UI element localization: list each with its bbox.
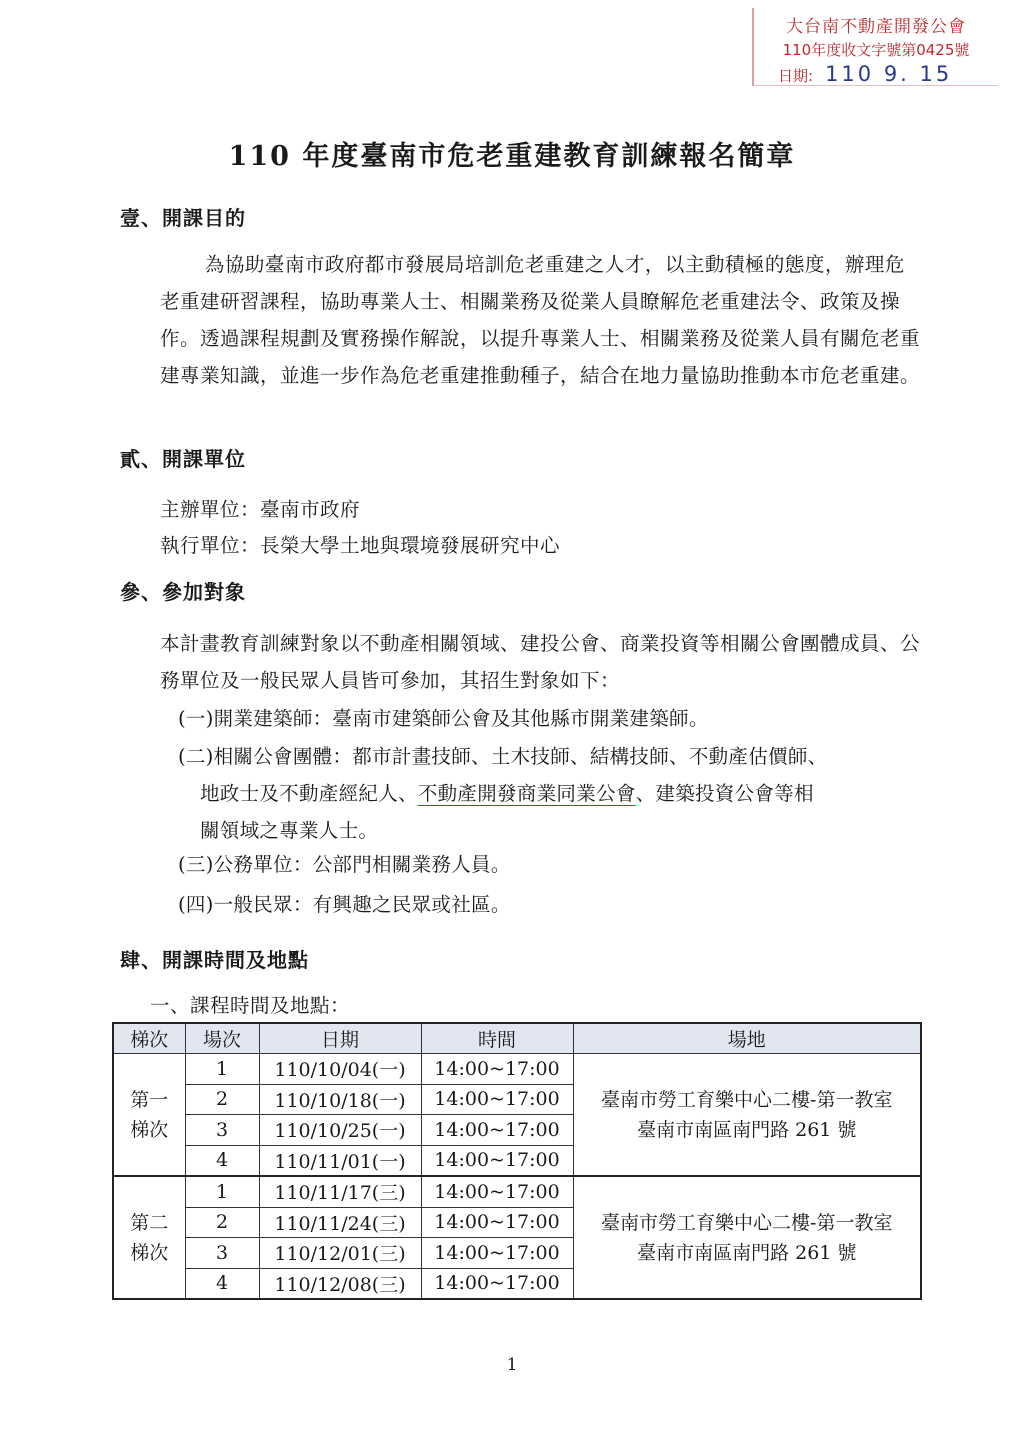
batch-cell bbox=[113, 1054, 185, 1177]
batch-name-line2: 梯次 bbox=[130, 1241, 169, 1264]
session-cell: 2 bbox=[185, 1207, 259, 1238]
item2-text-a: 地政士及不動產經紀人、 bbox=[200, 782, 418, 805]
organizer-line: 主辦單位：臺南市政府 bbox=[160, 498, 361, 521]
audience-item-4: (四)一般民眾：有興趣之民眾或社區。 bbox=[178, 893, 511, 916]
section-heading-audience: 參、參加對象 bbox=[120, 580, 246, 604]
venue-line2: 臺南市南區南門路 261 號 bbox=[637, 1118, 857, 1141]
audience-item-2-line3: 關領域之專業人士。 bbox=[200, 819, 379, 842]
section-heading-schedule: 肆、開課時間及地點 bbox=[120, 948, 309, 972]
time-cell: 14:00~17:00 bbox=[421, 1084, 573, 1115]
session-cell: 2 bbox=[185, 1084, 259, 1115]
venue-cell bbox=[573, 1176, 921, 1299]
item2-text-b: 、建築投資公會等相 bbox=[635, 782, 814, 805]
date-cell: 110/10/04(一) bbox=[259, 1054, 421, 1085]
venue-line1: 臺南市勞工育樂中心二樓-第一教室 bbox=[601, 1088, 893, 1111]
purpose-text: 為協助臺南市政府都市發展局培訓危老重建之人才，以主動積極的態度，辦理危老重建研習課程，協助專業人士、相關業務及從業人員瞭解危老重建法令、政策及操作。透過課程規劃及實務操作解說，以提升專業人士、相關業務及從業人員有關危老重建專業知識，並進一步作為危老重建推動種子，結合在地力量協助推動本市危老重建。 bbox=[160, 253, 921, 387]
venue-cell bbox=[573, 1054, 921, 1177]
schedule-subheading: 一、課程時間及地點： bbox=[150, 994, 351, 1017]
stamp-doc-number: 110年度收文字號第0425號 bbox=[782, 41, 970, 59]
session-cell: 1 bbox=[185, 1054, 259, 1085]
document-title: 110 年度臺南市危老重建教育訓練報名簡章 bbox=[228, 141, 796, 172]
header-batch: 梯次 bbox=[113, 1023, 185, 1054]
header-venue: 場地 bbox=[573, 1023, 921, 1054]
session-cell: 1 bbox=[185, 1176, 259, 1207]
table-row bbox=[113, 1054, 921, 1085]
page-number: 1 bbox=[506, 1355, 518, 1375]
session-cell: 4 bbox=[185, 1145, 259, 1176]
batch-name-line1: 第二 bbox=[130, 1211, 169, 1234]
date-cell: 110/10/25(一) bbox=[259, 1115, 421, 1146]
date-cell: 110/11/17(三) bbox=[259, 1176, 421, 1207]
header-date: 日期 bbox=[259, 1023, 421, 1054]
time-cell: 14:00~17:00 bbox=[421, 1268, 573, 1299]
time-cell: 14:00~17:00 bbox=[421, 1207, 573, 1238]
date-cell: 110/11/01(一) bbox=[259, 1145, 421, 1176]
executor-line: 執行單位：長榮大學土地與環境發展研究中心 bbox=[160, 534, 561, 557]
section-heading-purpose: 壹、開課目的 bbox=[120, 206, 246, 230]
time-cell: 14:00~17:00 bbox=[421, 1115, 573, 1146]
schedule-table bbox=[112, 1022, 922, 1300]
section-heading-units: 貳、開課單位 bbox=[120, 447, 246, 471]
audience-item-3: (三)公務單位：公部門相關業務人員。 bbox=[178, 853, 511, 876]
header-session: 場次 bbox=[185, 1023, 259, 1054]
purpose-paragraph bbox=[160, 246, 920, 394]
receipt-stamp bbox=[752, 8, 998, 86]
table-row bbox=[113, 1176, 921, 1207]
audience-intro bbox=[160, 625, 920, 699]
time-cell: 14:00~17:00 bbox=[421, 1145, 573, 1176]
date-cell: 110/12/01(三) bbox=[259, 1238, 421, 1269]
audience-item-1: (一)開業建築師：臺南市建築師公會及其他縣市開業建築師。 bbox=[178, 707, 709, 730]
session-cell: 3 bbox=[185, 1238, 259, 1269]
stamp-date-label: 日期: bbox=[778, 67, 814, 85]
stamp-date-line bbox=[764, 62, 998, 86]
time-cell: 14:00~17:00 bbox=[421, 1054, 573, 1085]
venue-line1: 臺南市勞工育樂中心二樓-第一教室 bbox=[601, 1211, 893, 1234]
batch-name-line2: 梯次 bbox=[130, 1118, 169, 1141]
time-cell: 14:00~17:00 bbox=[421, 1238, 573, 1269]
date-cell: 110/11/24(三) bbox=[259, 1207, 421, 1238]
session-cell: 4 bbox=[185, 1268, 259, 1299]
time-cell: 14:00~17:00 bbox=[421, 1176, 573, 1207]
table-header-row bbox=[113, 1023, 921, 1054]
audience-item-2 bbox=[178, 738, 918, 849]
header-time: 時間 bbox=[421, 1023, 573, 1054]
session-cell: 3 bbox=[185, 1115, 259, 1146]
highlighted-association: 不動產開發商業同業公會 bbox=[417, 782, 636, 805]
audience-item-2-line1: (二)相關公會團體：都市計畫技師、土木技師、結構技師、不動產估價師、 bbox=[178, 745, 828, 768]
batch-cell bbox=[113, 1176, 185, 1299]
venue-line2: 臺南市南區南門路 261 號 bbox=[637, 1241, 857, 1264]
date-cell: 110/12/08(三) bbox=[259, 1268, 421, 1299]
stamp-date-value: 110 9. 15 bbox=[825, 62, 953, 86]
date-cell: 110/10/18(一) bbox=[259, 1084, 421, 1115]
audience-intro-text: 本計畫教育訓練對象以不動產相關領域、建投公會、商業投資等相關公會團體成員、公務單位及一般民眾人員皆可參加，其招生對象如下： bbox=[160, 632, 921, 692]
batch-name-line1: 第一 bbox=[130, 1088, 169, 1111]
audience-item-2-line2 bbox=[178, 775, 918, 812]
stamp-org: 大台南不動產開發公會 bbox=[786, 17, 966, 37]
